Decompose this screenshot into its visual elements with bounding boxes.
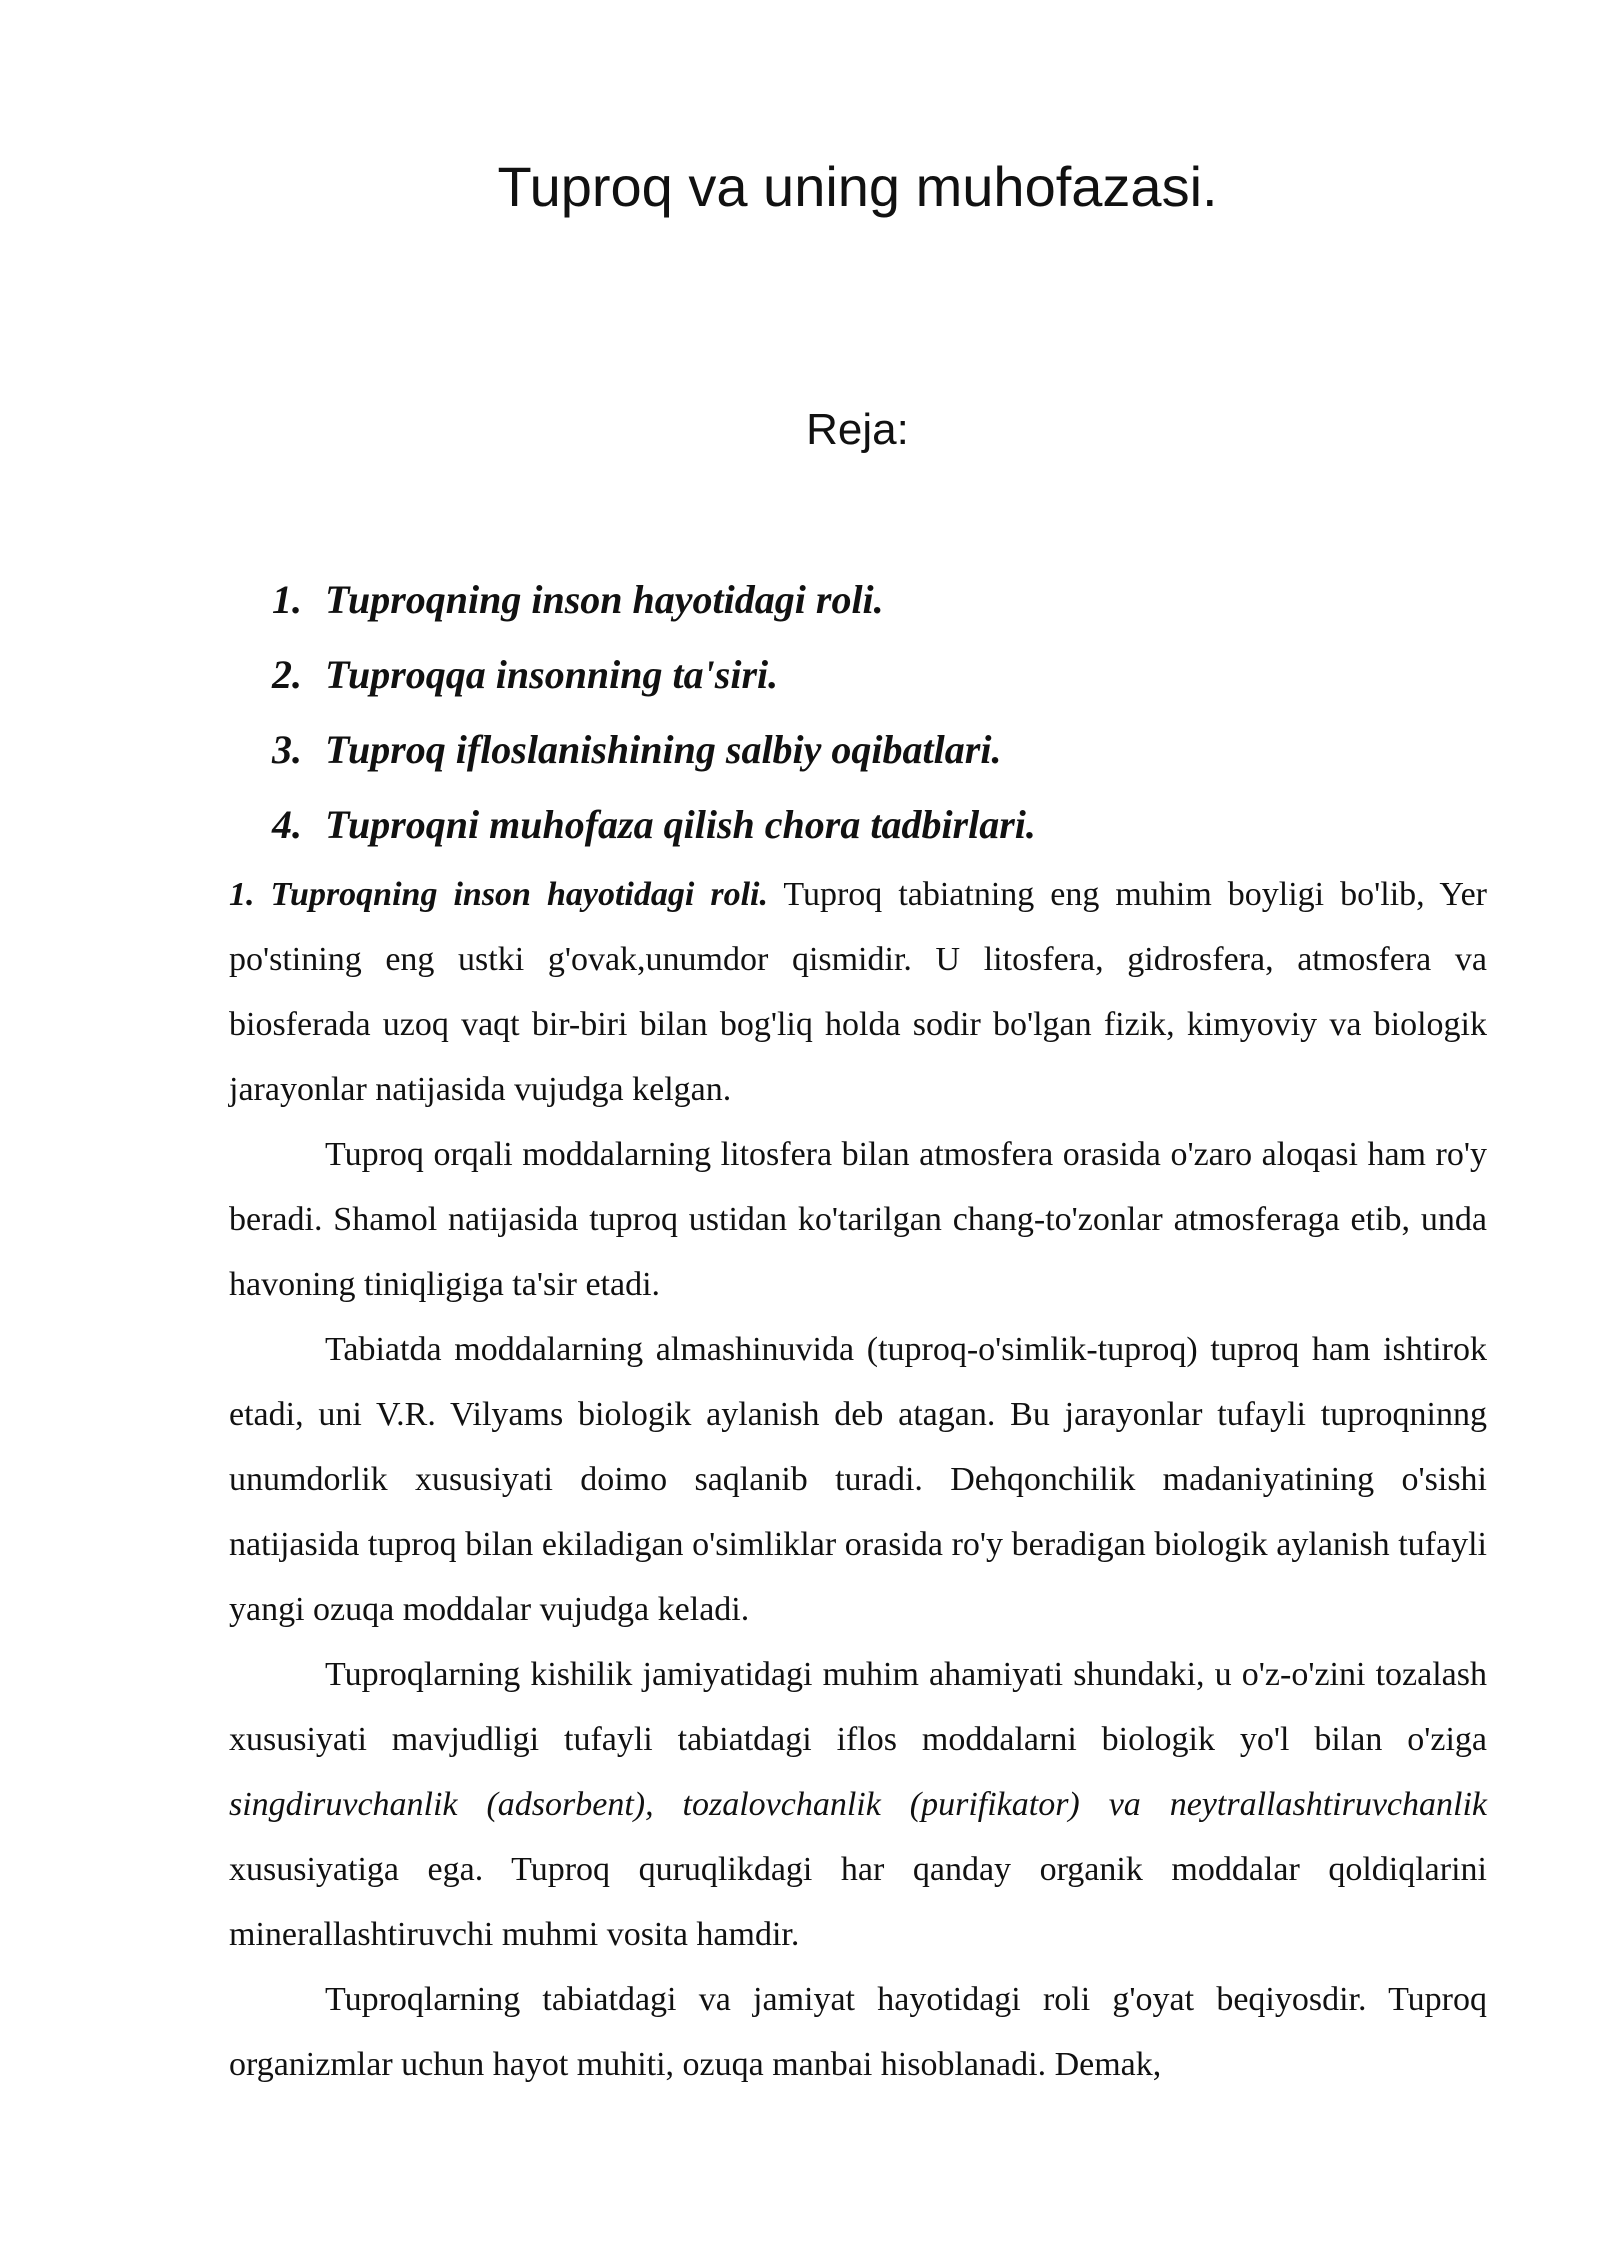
plan-item-text: Tuproqqa insonning ta'siri. <box>325 652 779 697</box>
document-title: Tuproq va uning muhofazasi. <box>497 155 1218 218</box>
paragraph-text: Tuproqlarning kishilik jamiyatidagi muhim ahamiyati shundaki, u o'z-o'zini tozalash xususiyati mavjudligi tufayli tabiatdagi iflos moddalarni biologik yo'l bilan o'ziga <box>229 1656 1487 1758</box>
paragraph-text: xususiyatiga ega. Tuproq quruqlikdagi har qanday organik moddalar qoldiqlarini minerallashtiruvchi muhmi vosita hamdir. <box>229 1851 1487 1953</box>
paragraph-text: Tuproq tabiatning eng muhim boyligi bo'lib, Yer po'stining eng ustki g'ovak,unumdor qismidir. U litosfera, gidrosfera, atmosfera va biosferada uzoq vaqt bir-biri bilan bog'liq holda sodir bo'lgan fizik, kimyoviy va biologik jarayonlar natijasida vujudga kelgan. <box>229 876 1488 1108</box>
plan-item-number: 2. <box>272 652 302 697</box>
plan-item-text: Tuproqning inson hayotidagi roli. <box>325 577 884 622</box>
plan-item-number: 4. <box>272 802 302 847</box>
plan-list <box>272 562 1036 862</box>
plan-item <box>272 712 1036 787</box>
italic-terms: singdiruvchanlik (adsorbent), tozalovchanlik (purifikator) va neytrallashtiruvchanlik <box>229 1786 1487 1823</box>
plan-item-text: Tuproq ifloslanishining salbiy oqibatlari. <box>325 727 1002 772</box>
paragraph <box>229 1642 1487 1967</box>
paragraph <box>229 862 1487 1122</box>
body-text <box>229 862 1487 2097</box>
paragraph-text: Tabiatda moddalarning almashinuvida (tuproq-o'simlik-tuproq) tuproq ham ishtirok etadi, uni V.R. Vilyams biologik aylanish deb atagan. Bu jarayonlar tufayli tuproqninng unumdorlik xususiyati doimo saqlanib turadi. Dehqonchilik madaniyatining o'sishi natijasida tuproq bilan ekiladigan o'simliklar orasida ro'y beradigan biologik aylanish tufayli yangi ozuqa moddalar vujudga keladi. <box>229 1331 1487 1628</box>
paragraph <box>229 1317 1487 1642</box>
plan-item <box>272 637 1036 712</box>
plan-item-number: 3. <box>272 727 302 772</box>
paragraph <box>229 1122 1487 1317</box>
section-lead-in: 1. Tuproqning inson hayotidagi roli. <box>229 876 768 913</box>
plan-heading: Reja: <box>806 405 909 454</box>
plan-item <box>272 787 1036 862</box>
paragraph-text: Tuproqlarning tabiatdagi va jamiyat hayotidagi roli g'oyat beqiyosdir. Tuproq organizmlar uchun hayot muhiti, ozuqa manbai hisoblanadi. Demak, <box>229 1981 1487 2083</box>
paragraph <box>229 1967 1487 2097</box>
paragraph-text: Tuproq orqali moddalarning litosfera bilan atmosfera orasida o'zaro aloqasi ham ro'y beradi. Shamol natijasida tuproq ustidan ko'tarilgan chang-to'zonlar atmosferaga etib, unda havoning tiniqligiga ta'sir etadi. <box>229 1136 1487 1303</box>
plan-item-text: Tuproqni muhofaza qilish chora tadbirlari. <box>325 802 1036 847</box>
plan-item-number: 1. <box>272 577 302 622</box>
plan-item <box>272 562 1036 637</box>
